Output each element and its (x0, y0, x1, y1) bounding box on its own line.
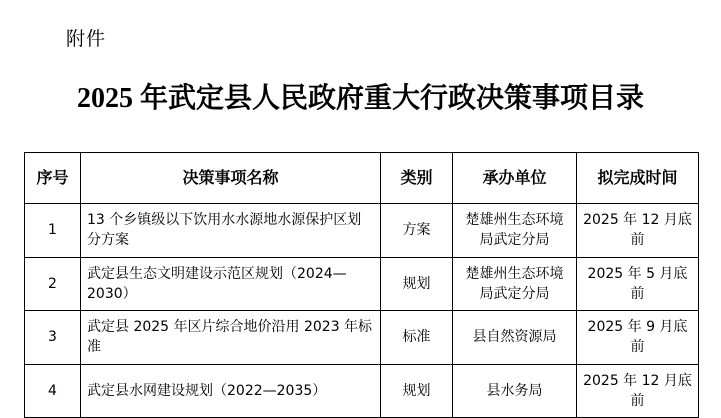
column-header-type: 类别 (381, 153, 453, 204)
cell-time: 2025 年 9 月底前 (577, 311, 699, 365)
cell-name: 武定县 2025 年区片综合地价沿用 2023 年标准 (81, 311, 381, 365)
table-header-row (25, 153, 699, 204)
column-header-name: 决策事项名称 (81, 153, 381, 204)
cell-name: 13 个乡镇级以下饮用水水源地水源保护区划分方案 (81, 204, 381, 258)
cell-type: 规划 (381, 364, 453, 418)
table-row (25, 204, 699, 258)
cell-type: 标准 (381, 311, 453, 365)
cell-unit: 县水务局 (453, 364, 577, 418)
cell-unit: 楚雄州生态环境局武定分局 (453, 204, 577, 258)
column-header-unit: 承办单位 (453, 153, 577, 204)
cell-time: 2025 年 12 月底前 (577, 204, 699, 258)
cell-no: 3 (25, 311, 81, 365)
cell-time: 2025 年 12 月底前 (577, 364, 699, 418)
cell-no: 1 (25, 204, 81, 258)
table-row (25, 311, 699, 365)
cell-no: 2 (25, 257, 81, 311)
table-row (25, 364, 699, 418)
cell-unit: 县自然资源局 (453, 311, 577, 365)
cell-no: 4 (25, 364, 81, 418)
decision-items-table (24, 152, 699, 418)
cell-name: 武定县生态文明建设示范区规划（2024—2030） (81, 257, 381, 311)
column-header-no: 序号 (25, 153, 81, 204)
decision-items-table-wrapper (24, 152, 698, 418)
cell-name: 武定县水网建设规划（2022—2035） (81, 364, 381, 418)
cell-type: 方案 (381, 204, 453, 258)
column-header-time: 拟完成时间 (577, 153, 699, 204)
cell-time: 2025 年 5 月底前 (577, 257, 699, 311)
cell-type: 规划 (381, 257, 453, 311)
page-title: 2025 年武定县人民政府重大行政决策事项目录 (76, 83, 644, 114)
table-row (25, 257, 699, 311)
attachment-label: 附件 (66, 28, 107, 50)
cell-unit: 楚雄州生态环境局武定分局 (453, 257, 577, 311)
